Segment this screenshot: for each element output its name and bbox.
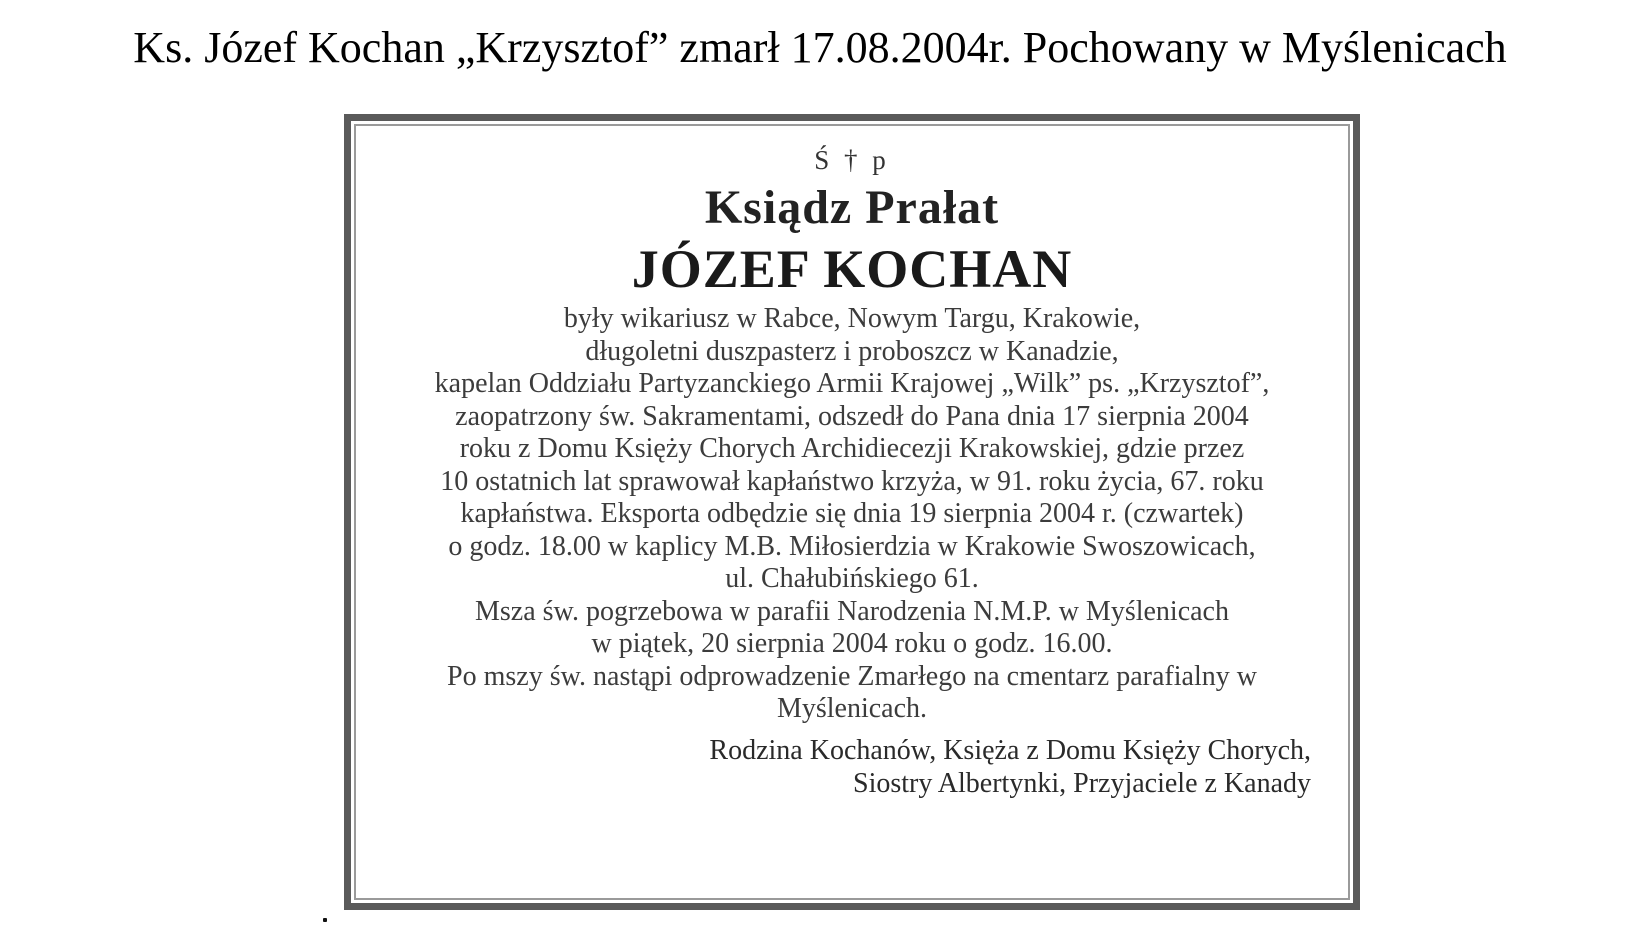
obituary-body-line: Msza św. pogrzebowa w parafii Narodzenia N.M.P. w Myślenicach: [475, 595, 1229, 627]
signature-line: Siostry Albertynki, Przyjaciele z Kanady: [853, 767, 1311, 799]
obituary-body-line: 10 ostatnich lat sprawował kapłaństwo krzyża, w 91. roku życia, 67. roku: [440, 465, 1264, 497]
obituary-body-line: w piątek, 20 sierpnia 2004 roku o godz. 16.00.: [591, 628, 1113, 659]
obituary-body-line: roku z Domu Księży Chorych Archidiecezji Krakowskiej, gdzie przez: [459, 433, 1245, 464]
stp-abbreviation: Ś † p: [814, 145, 890, 175]
obituary-title-name: JÓZEF KOCHAN: [631, 239, 1073, 299]
scan-speck: [323, 918, 327, 922]
obituary-body-line: kapłaństwa. Eksporta odbędzie się dnia 19 sierpnia 2004 r. (czwartek): [460, 498, 1244, 529]
obituary-signature: [351, 734, 1353, 800]
obituary-body-line: kapelan Oddziału Partyzanckiego Armii Krajowej „Wilk” ps. „Krzysztof”,: [434, 368, 1270, 399]
obituary-body-line: były wikariusz w Rabce, Nowym Targu, Krakowie,: [563, 303, 1141, 334]
obituary-body-line: ul. Chałubińskiego 61.: [725, 563, 979, 594]
obituary-body-line: Po mszy św. nastąpi odprowadzenie Zmarłego na cmentarz parafialny w: [447, 660, 1257, 692]
obituary-body: [351, 303, 1353, 726]
obituary-content: [351, 143, 1353, 800]
signature-line: Rodzina Kochanów, Księża z Domu Księży Chorych,: [709, 734, 1311, 766]
obituary-body-line: długoletni duszpasterz i proboszcz w Kanadzie,: [585, 335, 1119, 367]
obituary-body-line: Myślenicach.: [776, 693, 928, 724]
obituary-title-rank: Ksiądz Prałat: [704, 181, 1000, 234]
obituary-body-line: o godz. 18.00 w kaplicy M.B. Miłosierdzia w Krakowie Swoszowicach,: [448, 530, 1256, 562]
obituary-body-line: zaopatrzony św. Sakramentami, odszedł do Pana dnia 17 sierpnia 2004: [455, 400, 1249, 432]
page-heading: Ks. Józef Kochan „Krzysztof” zmarł 17.08.2004r. Pochowany w Myślenicach: [133, 23, 1507, 72]
obituary-notice: [344, 114, 1360, 910]
